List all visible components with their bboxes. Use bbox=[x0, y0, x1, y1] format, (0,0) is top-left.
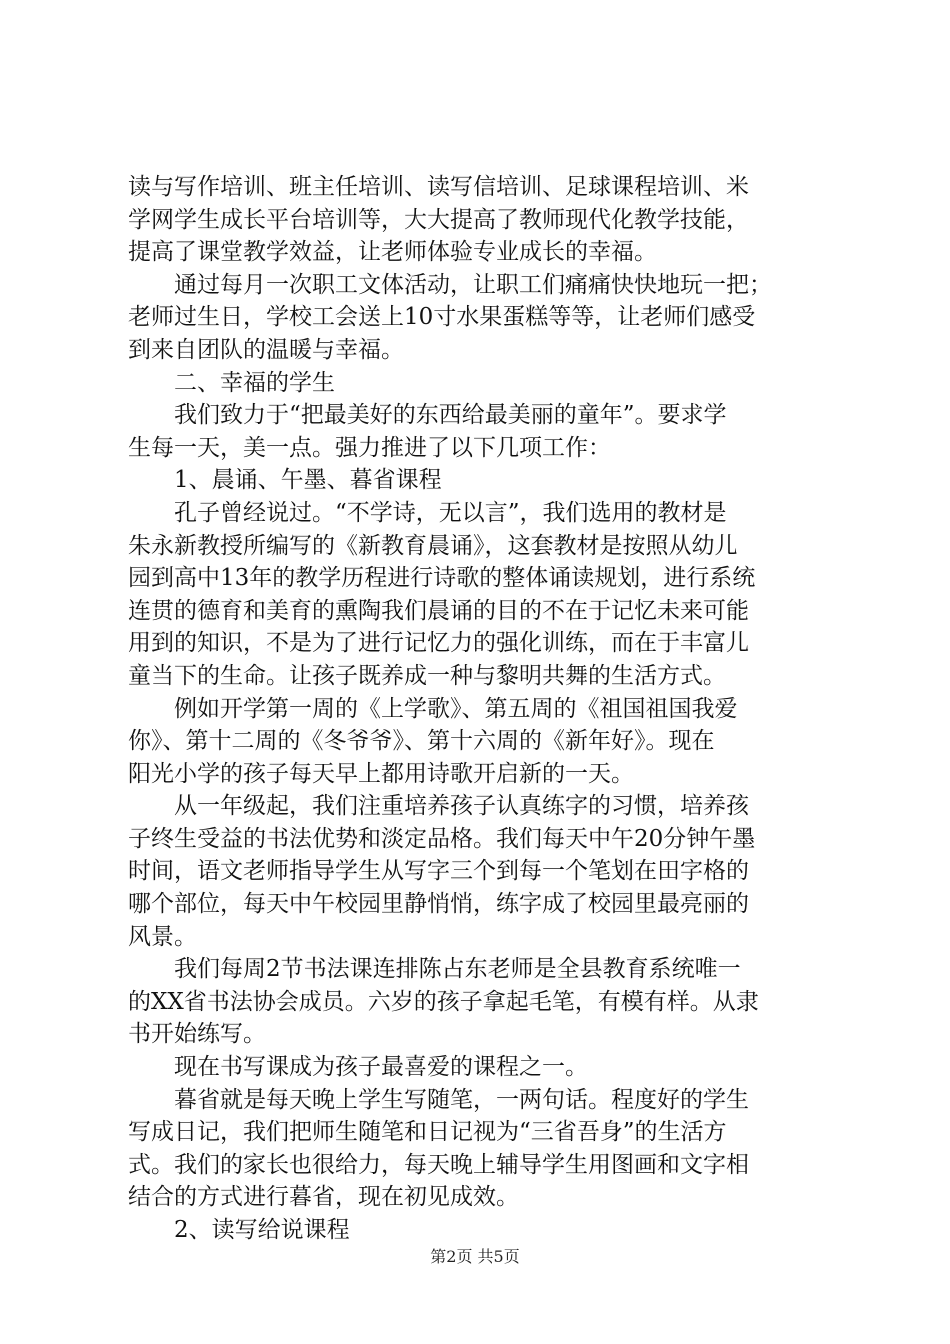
page-footer bbox=[0, 1244, 950, 1267]
text-line: 用到的知识，不是为了进行记忆力的强化训练，而在于丰富儿 bbox=[128, 630, 749, 657]
text-line: 童当下的生命。让孩子既养成一种与黎明共舞的生活方式。 bbox=[128, 662, 726, 689]
text-line: 的XX省书法协会成员。六岁的孩子拿起毛笔，有模有样。从隶 bbox=[128, 988, 759, 1015]
text-line: 写成日记，我们把师生随笔和日记视为“三省吾身”的生活方 bbox=[128, 1119, 727, 1146]
section-heading: 二、幸福的学生 bbox=[174, 369, 335, 396]
text-line: 生每一天，美一点。强力推进了以下几项工作： bbox=[128, 434, 611, 461]
text-line: 你》、第十二周的《冬爷爷》、第十六周的《新年好》。现在 bbox=[128, 728, 715, 755]
paragraph-start: 例如开学第一周的《上学歌》、第五周的《祖国祖国我爱 bbox=[174, 695, 738, 722]
text-line: 结合的方式进行暮省，现在初见成效。 bbox=[128, 1184, 519, 1211]
text-line: 提高了课堂教学效益，让老师体验专业成长的幸福。 bbox=[128, 239, 657, 266]
text-line: 式。我们的家长也很给力，每天晚上辅导学生用图画和文字相 bbox=[128, 1151, 749, 1178]
text-line: 哪个部位，每天中午校园里静悄悄，练字成了校园里最亮丽的 bbox=[128, 891, 749, 918]
text-line: 风景。 bbox=[128, 923, 197, 950]
paragraph-start: 我们致力于“把最美好的东西给最美丽的童年”。要求学 bbox=[174, 402, 727, 429]
paragraph-start: 现在书写课成为孩子最喜爱的课程之一。 bbox=[174, 1054, 588, 1081]
page-number-label: 第2页 共5页 bbox=[430, 1247, 520, 1266]
text-line: 读与写作培训、班主任培训、读写信培训、足球课程培训、米 bbox=[128, 174, 749, 200]
text-line: 书开始练写。 bbox=[128, 1021, 266, 1048]
text-line: 老师过生日，学校工会送上10寸水果蛋糕等等，让老师们感受 bbox=[128, 304, 756, 331]
text-line: 园到高中13年的教学历程进行诗歌的整体诵读规划，进行系统 bbox=[128, 565, 756, 592]
text-line: 到来自团队的温暖与幸福。 bbox=[128, 336, 404, 363]
paragraph-start: 孔子曾经说过。“不学诗，无以言”，我们选用的教材是 bbox=[174, 499, 727, 526]
subsection-heading: 1、晨诵、午墨、暮省课程 bbox=[174, 467, 442, 494]
paragraph-start: 暮省就是每天晚上学生写随笔，一两句话。程度好的学生 bbox=[174, 1086, 749, 1113]
text-line: 时间，语文老师指导学生从写字三个到每一个笔划在田字格的 bbox=[128, 858, 749, 885]
text-line: 连贯的德育和美育的熏陶我们晨诵的目的不在于记忆未来可能 bbox=[128, 597, 749, 624]
text-line: 阳光小学的孩子每天早上都用诗歌开启新的一天。 bbox=[128, 760, 634, 787]
paragraph-start: 从一年级起，我们注重培养孩子认真练字的习惯，培养孩 bbox=[174, 793, 749, 820]
text-line: 子终生受益的书法优势和淡定品格。我们每天中午20分钟午墨 bbox=[128, 825, 756, 852]
document-body bbox=[128, 171, 828, 1247]
text-line: 学网学生成长平台培训等，大大提高了教师现代化教学技能， bbox=[128, 206, 749, 233]
subsection-heading: 2、读写给说课程 bbox=[174, 1217, 350, 1243]
paragraph-start: 我们每周2节书法课连排陈占东老师是全县教育系统唯一 bbox=[174, 956, 741, 983]
paragraph-start: 通过每月一次职工文体活动，让职工们痛痛快快地玩一把； bbox=[174, 271, 772, 298]
text-line: 朱永新教授所编写的《新教育晨诵》，这套教材是按照从幼儿 bbox=[128, 532, 738, 559]
